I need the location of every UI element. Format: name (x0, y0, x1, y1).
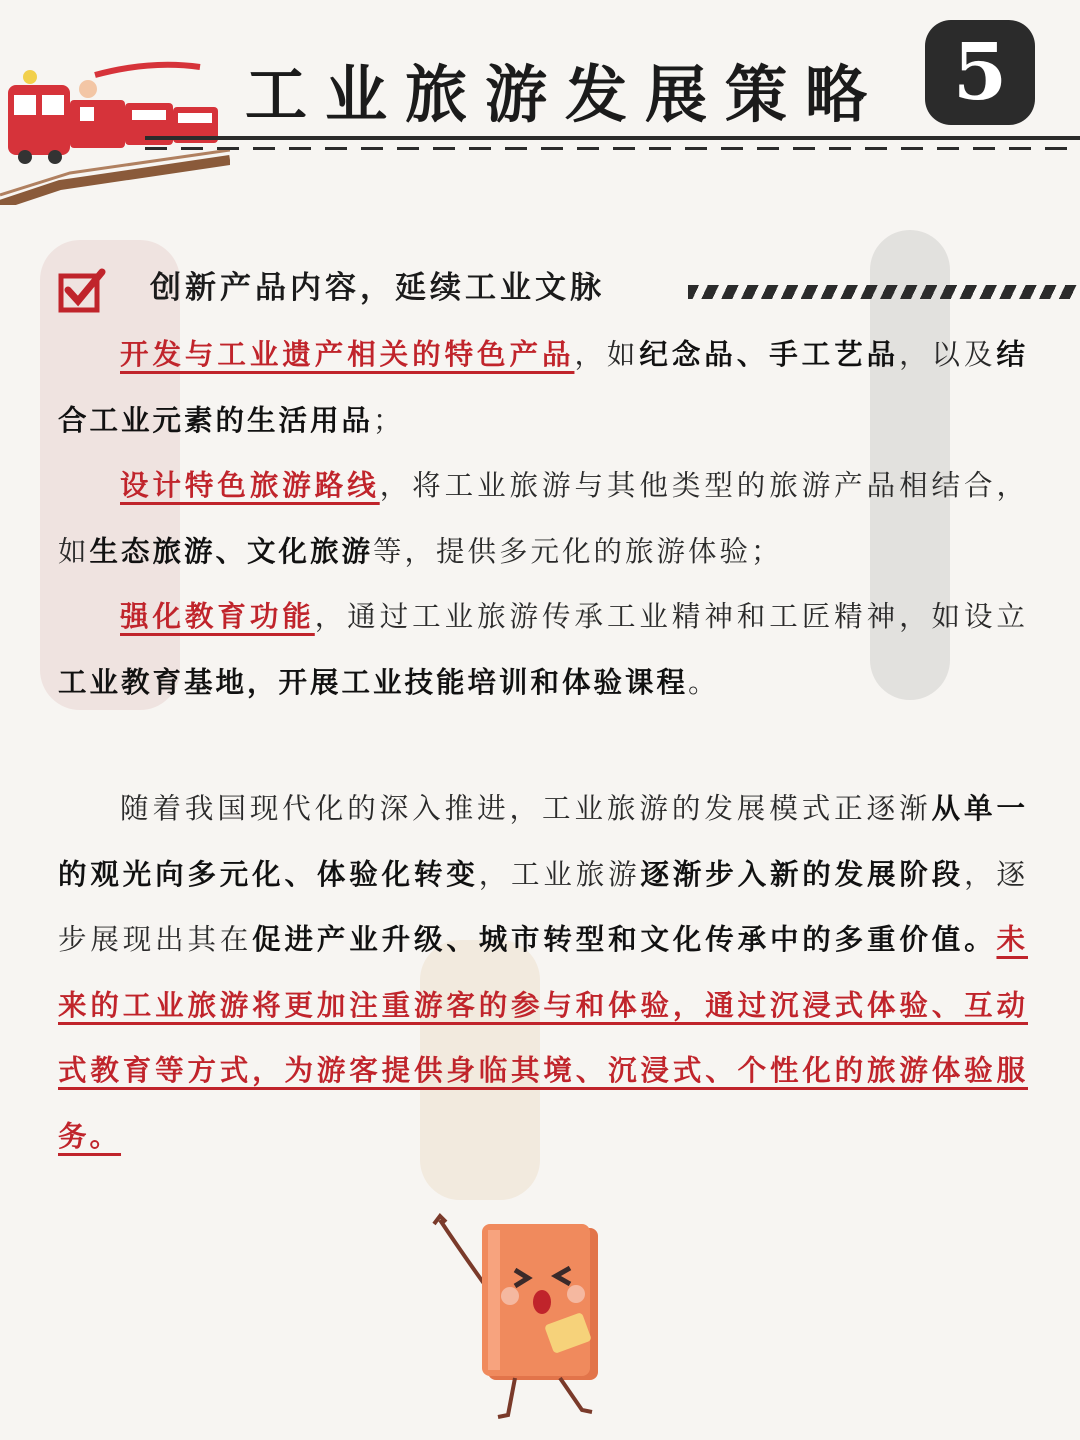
section-heading: 创新产品内容，延续工业文脉 (150, 270, 605, 306)
header-divider (145, 136, 1080, 140)
paragraph-routes: 设计特色旅游路线，将工业旅游与其他类型的旅游产品相结合，如生态旅游、文化旅游等，提供多元化的旅游体验； (58, 469, 1028, 568)
hatch-decoration (688, 285, 1078, 299)
highlight-text: 开发与工业遗产相关的特色产品 (120, 338, 575, 371)
page-title: 工业旅游发展策略 (245, 58, 886, 131)
highlight-text: 设计特色旅游路线 (120, 469, 380, 502)
header-dashed-divider (145, 147, 1080, 150)
paragraph-summary: 随着我国现代化的深入推进，工业旅游的发展模式正逐渐从单一的观光向多元化、体验化转变，工业旅游逐渐步入新的发展阶段，逐步展现出其在促进产业升级、城市转型和文化传承中的多重价值。未来的工业旅游将更加注重游客的参与和体验，通过沉浸式体验、互动式教育等方式，为游客提供身临其境、沉浸式、个性化的旅游体验服务。 (58, 792, 1028, 1153)
checkbox-icon (58, 268, 106, 314)
train-icon (0, 55, 230, 205)
section-number-badge: 5 (925, 20, 1035, 125)
highlight-text: 强化教育功能 (120, 600, 315, 633)
paragraph-education: 强化教育功能，通过工业旅游传承工业精神和工匠精神，如设立工业教育基地，开展工业技能培训和体验课程。 (58, 600, 1028, 699)
highlight-text: 未来的工业旅游将更加注重游客的参与和体验，通过沉浸式体验、互动式教育等方式，为游客提供身临其境、沉浸式、个性化的旅游体验服务。 (58, 923, 1028, 1153)
paragraph-products: 开发与工业遗产相关的特色产品，如纪念品、手工艺品，以及结合工业元素的生活用品； (58, 338, 1028, 437)
book-mascot-icon (420, 1210, 630, 1425)
